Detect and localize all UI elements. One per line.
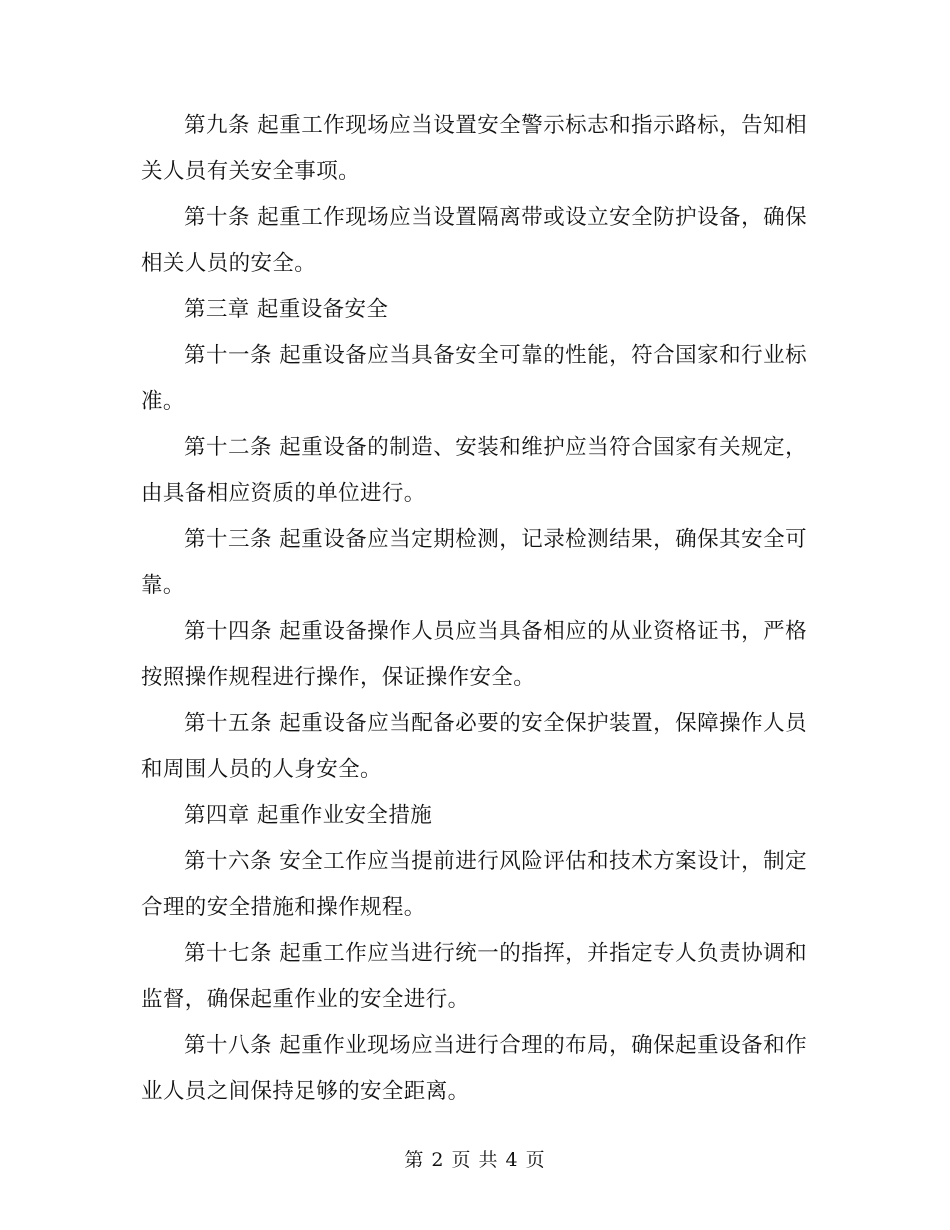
article-9: 第九条 起重工作现场应当设置安全警示标志和指示路标，告知相关人员有关安全事项。 [141, 113, 807, 184]
article-14: 第十四条 起重设备操作人员应当具备相应的从业资格证书，严格按照操作规程进行操作，保证操作安全。 [141, 619, 807, 690]
article-10: 第十条 起重工作现场应当设置隔离带或设立安全防护设备，确保相关人员的安全。 [141, 205, 807, 276]
article-13: 第十三条 起重设备应当定期检测，记录检测结果，确保其安全可靠。 [141, 527, 807, 598]
article-18: 第十八条 起重作业现场应当进行合理的布局，确保起重设备和作业人员之间保持足够的安全距离。 [141, 1033, 807, 1104]
chapter-4-heading: 第四章 起重作业安全措施 [184, 803, 433, 828]
article-15: 第十五条 起重设备应当配备必要的安全保护装置，保障操作人员和周围人员的人身安全。 [141, 711, 807, 782]
article-16: 第十六条 安全工作应当提前进行风险评估和技术方案设计，制定合理的安全措施和操作规程。 [141, 849, 807, 920]
article-12: 第十二条 起重设备的制造、安装和维护应当符合国家有关规定，由具备相应资质的单位进行。 [141, 435, 807, 506]
document-body [141, 103, 807, 1115]
page-number-footer: 第 2 页 共 4 页 [404, 1149, 546, 1171]
article-17: 第十七条 起重工作应当进行统一的指挥，并指定专人负责协调和监督，确保起重作业的安全进行。 [141, 941, 807, 1012]
chapter-3-heading: 第三章 起重设备安全 [184, 297, 389, 322]
article-11: 第十一条 起重设备应当具备安全可靠的性能，符合国家和行业标准。 [141, 343, 807, 414]
